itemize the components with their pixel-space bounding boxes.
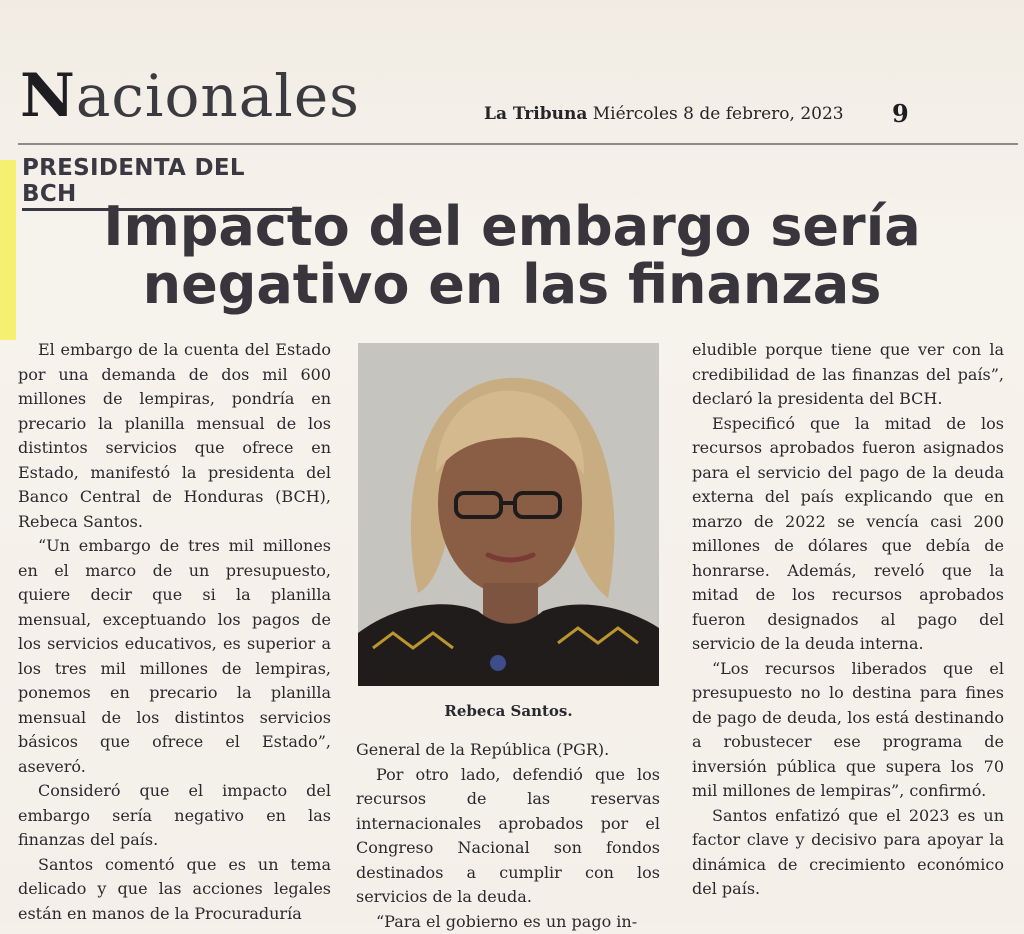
paragraph: Consideró que el impacto del embargo sería negativo en las finanzas del país. [18, 779, 331, 853]
masthead [484, 104, 844, 124]
section-title-initial: N [20, 61, 76, 131]
article-column-2 [356, 738, 660, 934]
paragraph: Por otro lado, defendió que los recursos de las reservas internacionales aprobados por el Congreso Nacional son fondos destinados a cumplir con los servicios de la deuda. [356, 763, 660, 910]
header-divider [18, 143, 1018, 145]
portrait-illustration [358, 343, 659, 686]
paragraph: “Los recursos liberados que el presupuesto no lo destina para fines de pago de deuda, los está destinando a robustecer ese programa de inversión pública que supera los 70 mil millones de lempiras”, confirmó. [692, 657, 1004, 804]
highlighter-mark [0, 160, 16, 340]
paragraph: Santos comentó que es un tema delicado y que las acciones legales están en manos de la Procuraduría [18, 853, 331, 927]
newspaper-name: La Tribuna [484, 104, 587, 124]
article-column-3 [692, 338, 1004, 902]
paragraph: “Un embargo de tres mil millones en el marco de un presupuesto, quiere decir que si la planilla mensual, exceptuando los pagos de los servicios educativos, es superior a los tres mil millones de lempiras, ponemos en precario la planilla mensual de los distintos servicios básicos que ofrece el Estado”, aseveró. [18, 534, 331, 779]
headline-line-1: Impacto del embargo sería [22, 198, 1002, 256]
paragraph: eludible porque tiene que ver con la credibilidad de las finanzas del país”, declaró la presidenta del BCH. [692, 338, 1004, 412]
portrait-photo [358, 343, 659, 686]
headline-line-2: negativo en las finanzas [22, 256, 1002, 314]
page-number: 9 [892, 99, 909, 128]
section-title [20, 66, 360, 126]
article-kicker: PRESIDENTA DEL BCH [22, 155, 300, 211]
publication-date: Miércoles 8 de febrero, 2023 [593, 104, 844, 124]
paragraph: Especificó que la mitad de los recursos aprobados fueron asignados para el servicio del pago de la deuda externa del país explicando que en marzo de 2022 se vencía casi 200 millones de dólares que debía de honrarse. Además, reveló que la mitad de los recursos aprobados fueron designados al pago del servicio de la deuda interna. [692, 412, 1004, 657]
paragraph: El embargo de la cuenta del Estado por una demanda de dos mil 600 millones de lempiras, pondría en precario la planilla mensual de los distintos servicios que ofrece en Estado, manifestó la presidenta del Banco Central de Honduras (BCH), Rebeca Santos. [18, 338, 331, 534]
article-headline [22, 198, 1002, 314]
paragraph: “Para el gobierno es un pago in- [356, 910, 660, 934]
article-column-1 [18, 338, 331, 926]
section-title-rest: acionales [76, 62, 360, 130]
photo-caption: Rebeca Santos. [358, 702, 659, 720]
paragraph: Santos enfatizó que el 2023 es un factor clave y decisivo para apoyar la dinámica de crecimiento económico del país. [692, 804, 1004, 902]
paragraph: General de la República (PGR). [356, 738, 660, 763]
